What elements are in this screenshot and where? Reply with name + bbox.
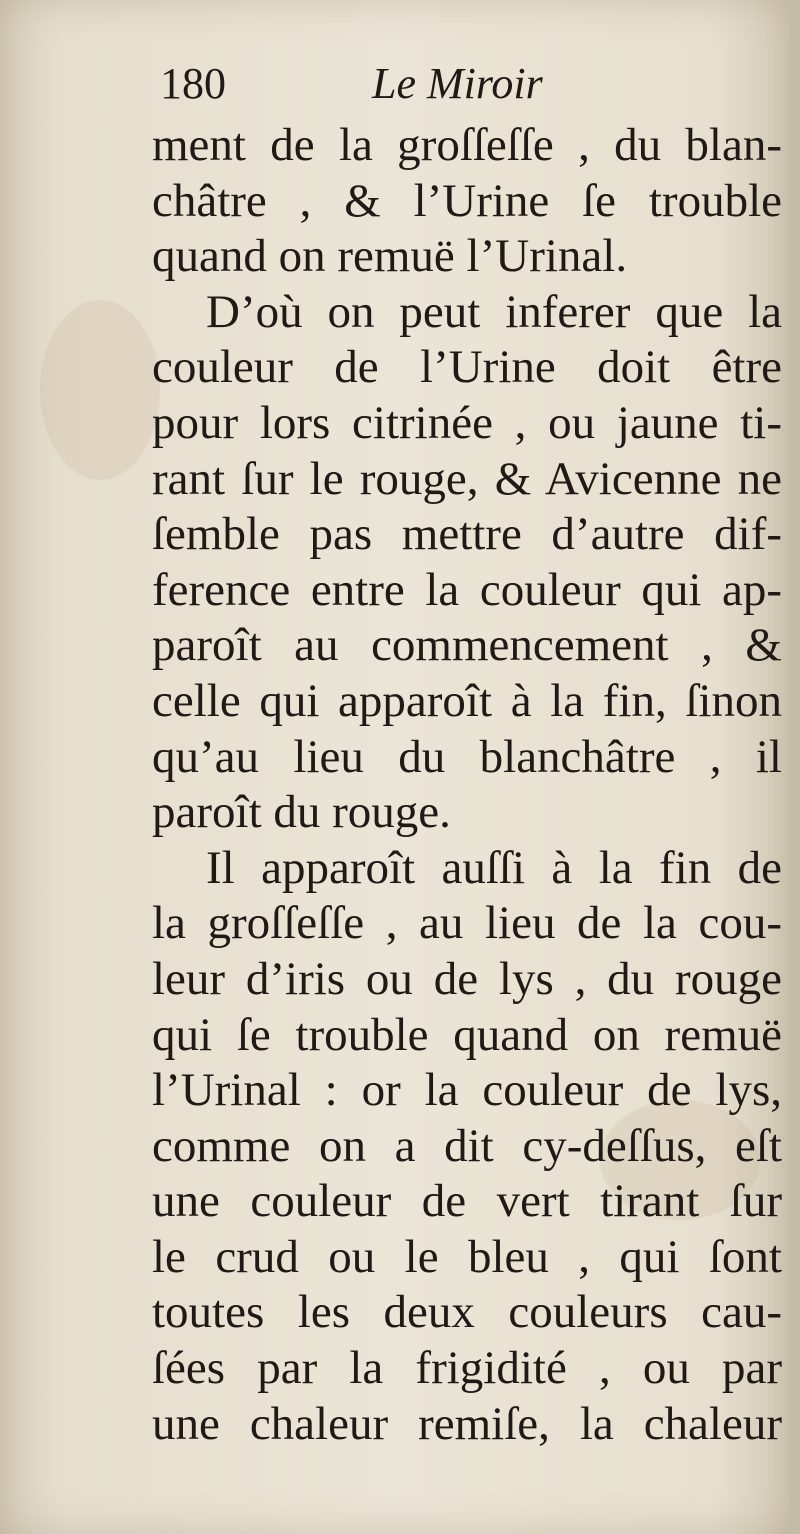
text-line: pour lors citrinée , ou jaune ti-	[152, 396, 782, 449]
text-line: ſemble pas mettre d’autre dif-	[152, 508, 782, 561]
text-line: paroît au commencement , &	[152, 619, 782, 672]
text-line: toutes les deux couleurs cau-	[152, 1286, 782, 1339]
page-number: 180	[160, 59, 226, 108]
text-line: la groſſeſſe , au lieu de la cou-	[152, 897, 782, 950]
text-line: rant ſur le rouge, & Avicenne ne	[152, 452, 782, 505]
text-line: ment de la groſſeſſe , du blan-	[152, 119, 782, 171]
text-line: comme on a dit cy-deſſus, eſt	[152, 1119, 782, 1172]
text-line: l’Urinal : or la couleur de lys,	[152, 1064, 782, 1117]
text-line: quand on remuë l’Urinal.	[152, 230, 628, 283]
running-head	[160, 58, 780, 118]
page-edge	[790, 0, 800, 1534]
text-line: celle qui apparoît à la fin, ſinon	[152, 674, 782, 727]
body-text	[152, 118, 782, 1452]
paper-stain	[40, 300, 160, 480]
text-line: ſées par la frigidité , ou par	[152, 1342, 782, 1395]
text-line: le crud ou le bleu , qui ſont	[152, 1230, 782, 1283]
text-line: une couleur de vert tirant ſur	[152, 1175, 782, 1228]
text-line: ference entre la couleur qui ap-	[152, 563, 782, 616]
running-title: Le Miroir	[372, 59, 543, 108]
text-line: leur d’iris ou de lys , du rouge	[152, 952, 782, 1005]
text-line: couleur de l’Urine doit être	[152, 341, 782, 394]
text-line: paroît du rouge.	[152, 786, 451, 839]
text-line: qui ſe trouble quand on remuë	[152, 1008, 782, 1061]
text-line: D’où on peut inferer que la	[206, 285, 782, 338]
text-line: Il apparoît auſſi à la fin de	[206, 841, 782, 894]
text-line: une chaleur remiſe, la chaleur	[152, 1397, 782, 1450]
text-line: châtre , & l’Urine ſe trouble	[152, 174, 782, 227]
text-line: qu’au lieu du blanchâtre , il	[152, 730, 782, 783]
